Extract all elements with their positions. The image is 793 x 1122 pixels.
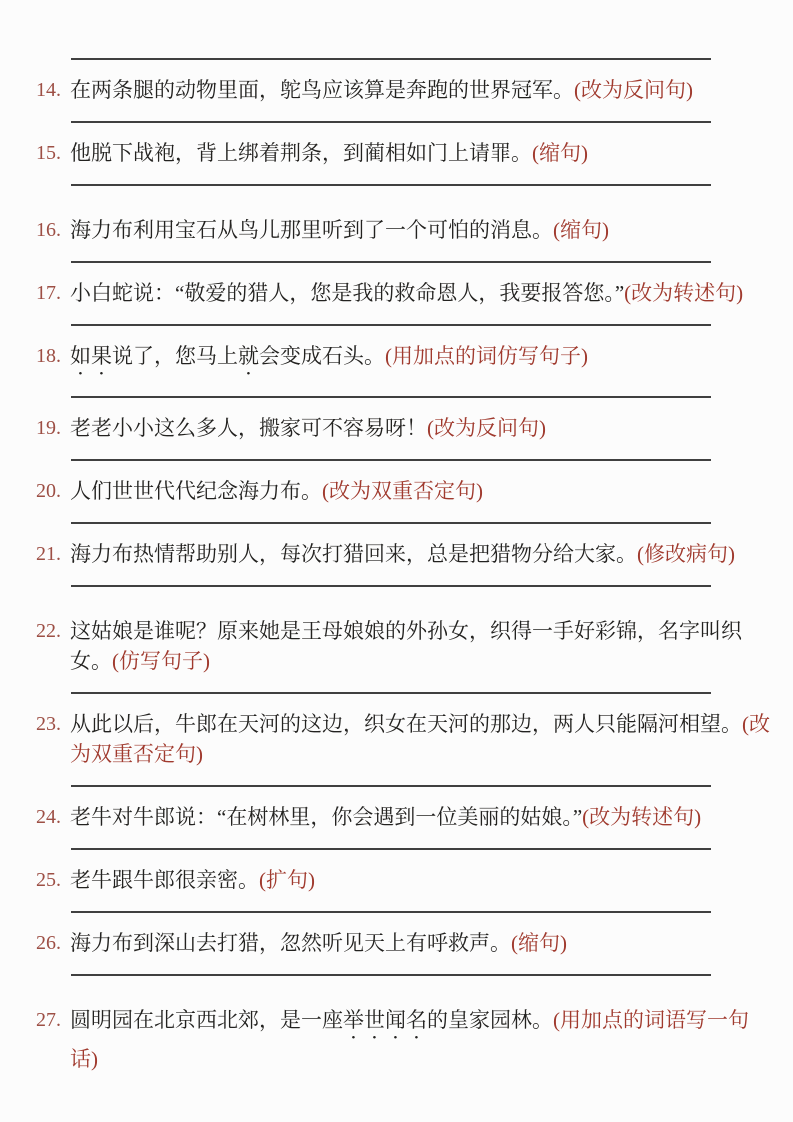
sentence-row: [36, 75, 771, 105]
sentence-text: [70, 709, 771, 769]
sentence-row: [36, 802, 771, 832]
sentence-text: [70, 616, 771, 676]
sentence-segment: 在两条腿的动物里面，鸵鸟应该算是奔跑的世界冠军。: [70, 78, 574, 102]
instruction-text: (缩句): [532, 141, 588, 165]
instruction-text: (改为转述句): [582, 805, 702, 829]
sentence-segment: 说了，您马上: [112, 344, 238, 368]
emphasized-text: 就: [238, 344, 259, 368]
sentence-segment: 老牛对牛郎说：“在树林里，你会遇到一位美丽的姑娘。”: [70, 805, 583, 829]
instruction-text: (扩句): [259, 868, 315, 892]
sentence-row: [36, 476, 771, 506]
sentence-text: [70, 539, 771, 569]
sentence-text: [70, 341, 771, 380]
sentence-segment: 海力布利用宝石从鸟儿那里听到了一个可怕的消息。: [70, 218, 553, 242]
sentence-segment: 会变成石头。: [259, 344, 385, 368]
answer-blank-line: [71, 522, 711, 524]
exercise-item-22: [0, 585, 793, 676]
sentence-segment: 人们世世代代纪念海力布。: [70, 479, 322, 503]
item-number: 27.: [36, 1009, 61, 1031]
instruction-text: (改为转述句): [624, 281, 744, 305]
item-number: 22.: [36, 620, 61, 642]
answer-blank-line: [71, 911, 711, 913]
item-number: 19.: [36, 417, 61, 439]
item-number: 21.: [36, 543, 61, 565]
instruction-text: (缩句): [553, 218, 609, 242]
answer-blank-line: [71, 396, 711, 398]
sentence-text: [70, 928, 771, 958]
instruction-text: (缩句): [511, 931, 567, 955]
sentence-row: [36, 616, 771, 676]
exercise-item-17: [0, 261, 793, 308]
answer-blank-line: [71, 324, 711, 326]
sentence-text: [70, 865, 771, 895]
instruction-text: (改为双重否定句): [70, 712, 770, 766]
exercise-item-15: [0, 121, 793, 168]
instruction-text: (改为反问句): [427, 416, 546, 440]
answer-blank-line: [71, 974, 711, 976]
instruction-text: (改为反问句): [574, 78, 693, 102]
sentence-segment: 老牛跟牛郎很亲密。: [70, 868, 259, 892]
sentence-row: [36, 865, 771, 895]
exercise-item-23: [0, 692, 793, 769]
sentence-text: [70, 476, 771, 506]
exercise-list: [0, 58, 793, 1074]
item-number: 18.: [36, 345, 61, 367]
sentence-segment: 这姑娘是谁呢？原来她是王母娘娘的外孙女，织得一手好彩锦，名字叫织女。: [70, 619, 742, 673]
answer-blank-line: [71, 692, 711, 694]
item-number: 26.: [36, 932, 61, 954]
exercise-item-19: [0, 396, 793, 443]
sentence-segment: 海力布到深山去打猎，忽然听见天上有呼救声。: [70, 931, 511, 955]
sentence-text: [70, 802, 771, 832]
item-number: 17.: [36, 282, 61, 304]
exercise-item-21: [0, 522, 793, 569]
sentence-segment: 圆明园在北京西北郊，是一座: [70, 1008, 343, 1032]
sentence-row: [36, 278, 771, 308]
item-number: 20.: [36, 480, 61, 502]
item-number: 16.: [36, 219, 61, 241]
answer-blank-line: [71, 848, 711, 850]
instruction-text: (改为双重否定句): [322, 479, 483, 503]
sentence-segment: 从此以后，牛郎在天河的这边，织女在天河的那边，两人只能隔河相望。: [70, 712, 742, 736]
exercise-item-26: [0, 911, 793, 958]
sentence-row: [36, 1005, 771, 1074]
answer-blank-line: [71, 184, 711, 186]
sentence-row: [36, 215, 771, 245]
sentence-segment: 他脱下战袍，背上绑着荆条，到蔺相如门上请罪。: [70, 141, 532, 165]
sentence-text: [70, 413, 771, 443]
sentence-segment: 老老小小这么多人，搬家可不容易呀！: [70, 416, 427, 440]
item-number: 25.: [36, 869, 61, 891]
sentence-row: [36, 928, 771, 958]
exercise-item-14: [0, 58, 793, 105]
exercise-item-27: [0, 974, 793, 1074]
answer-blank-line: [71, 585, 711, 587]
sentence-row: [36, 138, 771, 168]
exercise-item-18: [0, 324, 793, 380]
sentence-segment: 海力布热情帮助别人，每次打猎回来，总是把猎物分给大家。: [70, 542, 637, 566]
sentence-text: [70, 75, 771, 105]
answer-blank-line: [71, 121, 711, 123]
answer-blank-line: [71, 785, 711, 787]
answer-blank-line: [71, 261, 711, 263]
sentence-segment: 小白蛇说：“敬爱的猎人，您是我的救命恩人，我要报答您。”: [70, 281, 625, 305]
exercise-item-16: [0, 184, 793, 245]
sentence-text: [70, 278, 771, 308]
sentence-segment: 的皇家园林。: [427, 1008, 553, 1032]
instruction-text: (用加点的词仿写句子): [385, 344, 588, 368]
instruction-text: (仿写句子): [112, 649, 210, 673]
sentence-row: [36, 539, 771, 569]
item-number: 24.: [36, 806, 61, 828]
instruction-text: (修改病句): [637, 542, 735, 566]
emphasized-text: 如果: [70, 344, 112, 368]
answer-blank-line: [71, 58, 711, 60]
emphasized-text: 举世闻名: [343, 1008, 427, 1032]
exercise-item-20: [0, 459, 793, 506]
item-number: 15.: [36, 142, 61, 164]
instruction-text: (用加点的词语写一句话): [70, 1008, 749, 1071]
sentence-row: [36, 341, 771, 380]
sentence-text: [70, 1005, 771, 1074]
exercise-item-24: [0, 785, 793, 832]
sentence-text: [70, 215, 771, 245]
item-number: 14.: [36, 79, 61, 101]
sentence-row: [36, 413, 771, 443]
exercise-item-25: [0, 848, 793, 895]
sentence-text: [70, 138, 771, 168]
item-number: 23.: [36, 713, 61, 735]
sentence-row: [36, 709, 771, 769]
answer-blank-line: [71, 459, 711, 461]
